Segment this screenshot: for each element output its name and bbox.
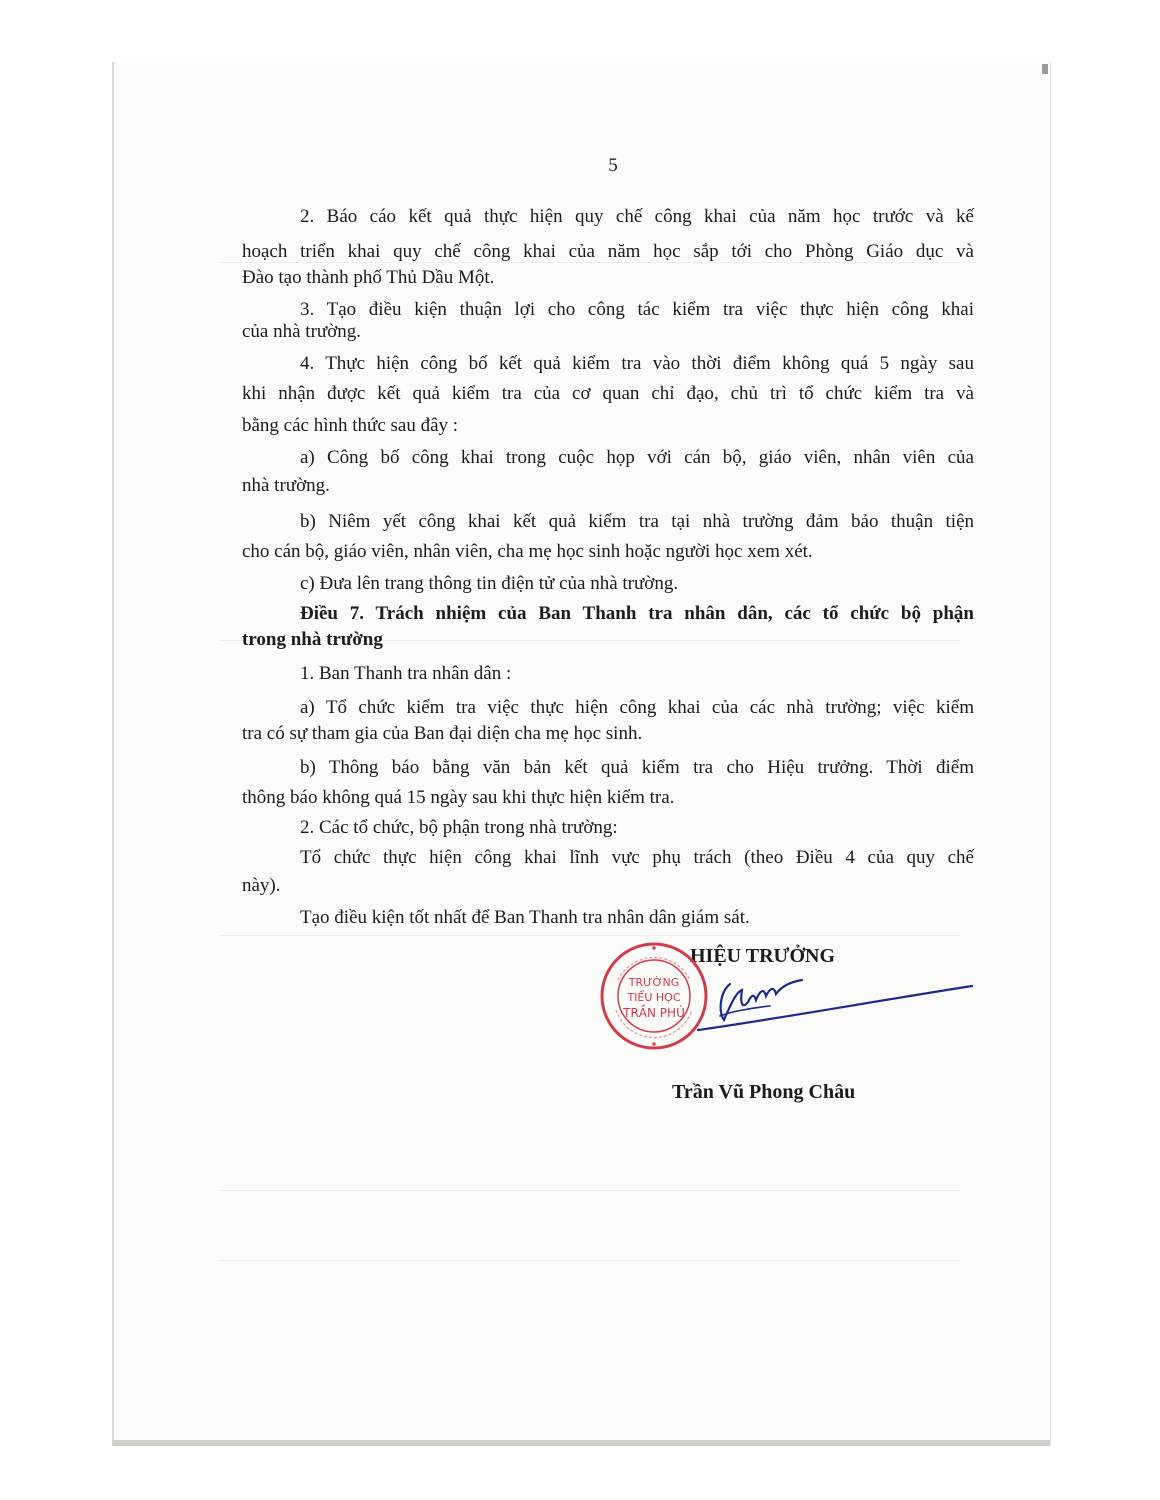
body-line: b) Thông báo bằng văn bản kết quả kiểm tra cho Hiệu trưởng. Thời điểm <box>300 757 974 778</box>
signatory-title: HIỆU TRƯỞNG <box>690 945 836 967</box>
svg-text:TIỂU HỌC: TIỂU HỌC <box>627 991 681 1004</box>
body-line: tra có sự tham gia của Ban đại diện cha mẹ học sinh. <box>242 723 643 744</box>
body-line: b) Niêm yết công khai kết quả kiểm tra tại nhà trường đảm bảo thuận tiện <box>300 511 974 532</box>
body-line: thông báo không quá 15 ngày sau khi thực hiện kiểm tra. <box>242 787 675 808</box>
body-line: này). <box>242 875 281 896</box>
body-line: của nhà trường. <box>242 321 362 342</box>
body-line: 2. Các tổ chức, bộ phận trong nhà trường: <box>300 817 618 838</box>
body-line: 3. Tạo điều kiện thuận lợi cho công tác kiểm tra việc thực hiện công khai <box>300 299 974 320</box>
body-line: bằng các hình thức sau đây : <box>242 415 459 436</box>
body-line: c) Đưa lên trang thông tin điện tử của nhà trường. <box>300 573 679 594</box>
body-line: hoạch triển khai quy chế công khai của năm học sắp tới cho Phòng Giáo dục và <box>242 241 974 262</box>
page-number: 5 <box>608 155 618 176</box>
article-heading: Điều 7. Trách nhiệm của Ban Thanh tra nhân dân, các tổ chức bộ phận <box>300 603 974 624</box>
body-line: 2. Báo cáo kết quả thực hiện quy chế công khai của năm học trước và kế <box>300 206 974 227</box>
svg-text:TRẦN PHÚ: TRẦN PHÚ <box>623 1006 685 1020</box>
body-line: 4. Thực hiện công bố kết quả kiểm tra vào thời điểm không quá 5 ngày sau <box>300 353 974 374</box>
body-line: 1. Ban Thanh tra nhân dân : <box>300 663 512 684</box>
body-line: a) Công bố công khai trong cuộc họp với cán bộ, giáo viên, nhân viên của <box>300 447 974 468</box>
body-line: Tổ chức thực hiện công khai lĩnh vực phụ trách (theo Điều 4 của quy chế <box>300 847 974 868</box>
body-line: nhà trường. <box>242 475 330 496</box>
scan-edge-mark <box>1042 64 1048 74</box>
handwritten-signature <box>690 962 980 1032</box>
bleed-through-line <box>220 1260 960 1261</box>
signatory-name: Trần Vũ Phong Châu <box>672 1081 856 1103</box>
bleed-through-line <box>220 935 960 936</box>
body-line: Tạo điều kiện tốt nhất để Ban Thanh tra nhân dân giám sát. <box>300 907 750 928</box>
article-heading: trong nhà trường <box>242 629 383 650</box>
body-line: Đào tạo thành phố Thủ Dầu Một. <box>242 267 495 288</box>
bleed-through-line <box>220 1190 960 1191</box>
body-line: khi nhận được kết quả kiểm tra của cơ quan chỉ đạo, chủ trì tổ chức kiểm tra và <box>242 383 974 404</box>
body-line: cho cán bộ, giáo viên, nhân viên, cha mẹ học sinh hoặc người học xem xét. <box>242 541 813 562</box>
svg-text:TRƯỜNG: TRƯỜNG <box>628 976 680 989</box>
body-line: a) Tổ chức kiểm tra việc thực hiện công khai của các nhà trường; việc kiểm <box>300 697 974 718</box>
